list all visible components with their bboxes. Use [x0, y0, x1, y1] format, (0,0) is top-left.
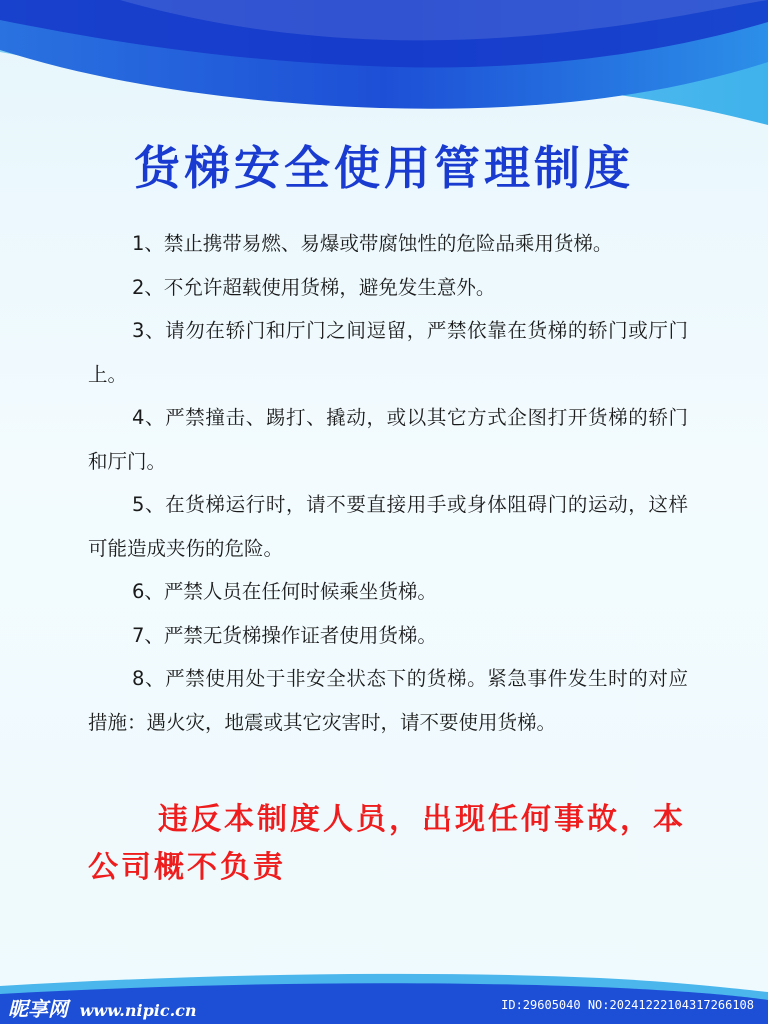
rule-item: 6、严禁人员在任何时候乘坐货梯。 — [132, 580, 437, 603]
site-url: www.nipic.cn — [79, 1001, 197, 1020]
rules-list — [88, 222, 688, 744]
page-title: 货梯安全使用管理制度 — [134, 141, 634, 195]
liability-warning: 违反本制度人员，出现任何事故，本公司概不负责 — [88, 802, 686, 885]
rule-item: 7、严禁无货梯操作证者使用货梯。 — [132, 623, 437, 647]
rule-item: 5、在货梯运行时，请不要直接用手或身体阻碍门的运动，这样可能造成夹伤的危险。 — [88, 493, 688, 560]
rule-item: 4、严禁撞击、踢打、撬动，或以其它方式企图打开货梯的轿门和厅门。 — [88, 406, 688, 473]
image-id-text: ID:29605040 NO:20241222104317266108 — [501, 998, 754, 1012]
top-wave-decoration — [0, 0, 768, 125]
rule-item: 3、请勿在轿门和厅门之间逗留，严禁依靠在货梯的轿门或厅门上。 — [88, 319, 688, 386]
site-name: 昵享网 — [8, 997, 68, 1021]
rule-item: 1、禁止携带易燃、易爆或带腐蚀性的危险品乘用货梯。 — [132, 232, 613, 255]
watermark-bar — [0, 984, 768, 1024]
site-logo — [8, 993, 197, 1022]
rule-item: 2、不允许超载使用货梯，避免发生意外。 — [132, 275, 496, 299]
rule-item: 8、严禁使用处于非安全状态下的货梯。紧急事件发生时的对应措施：遇火灾，地震或其它灾害时，请不要使用货梯。 — [88, 667, 688, 734]
